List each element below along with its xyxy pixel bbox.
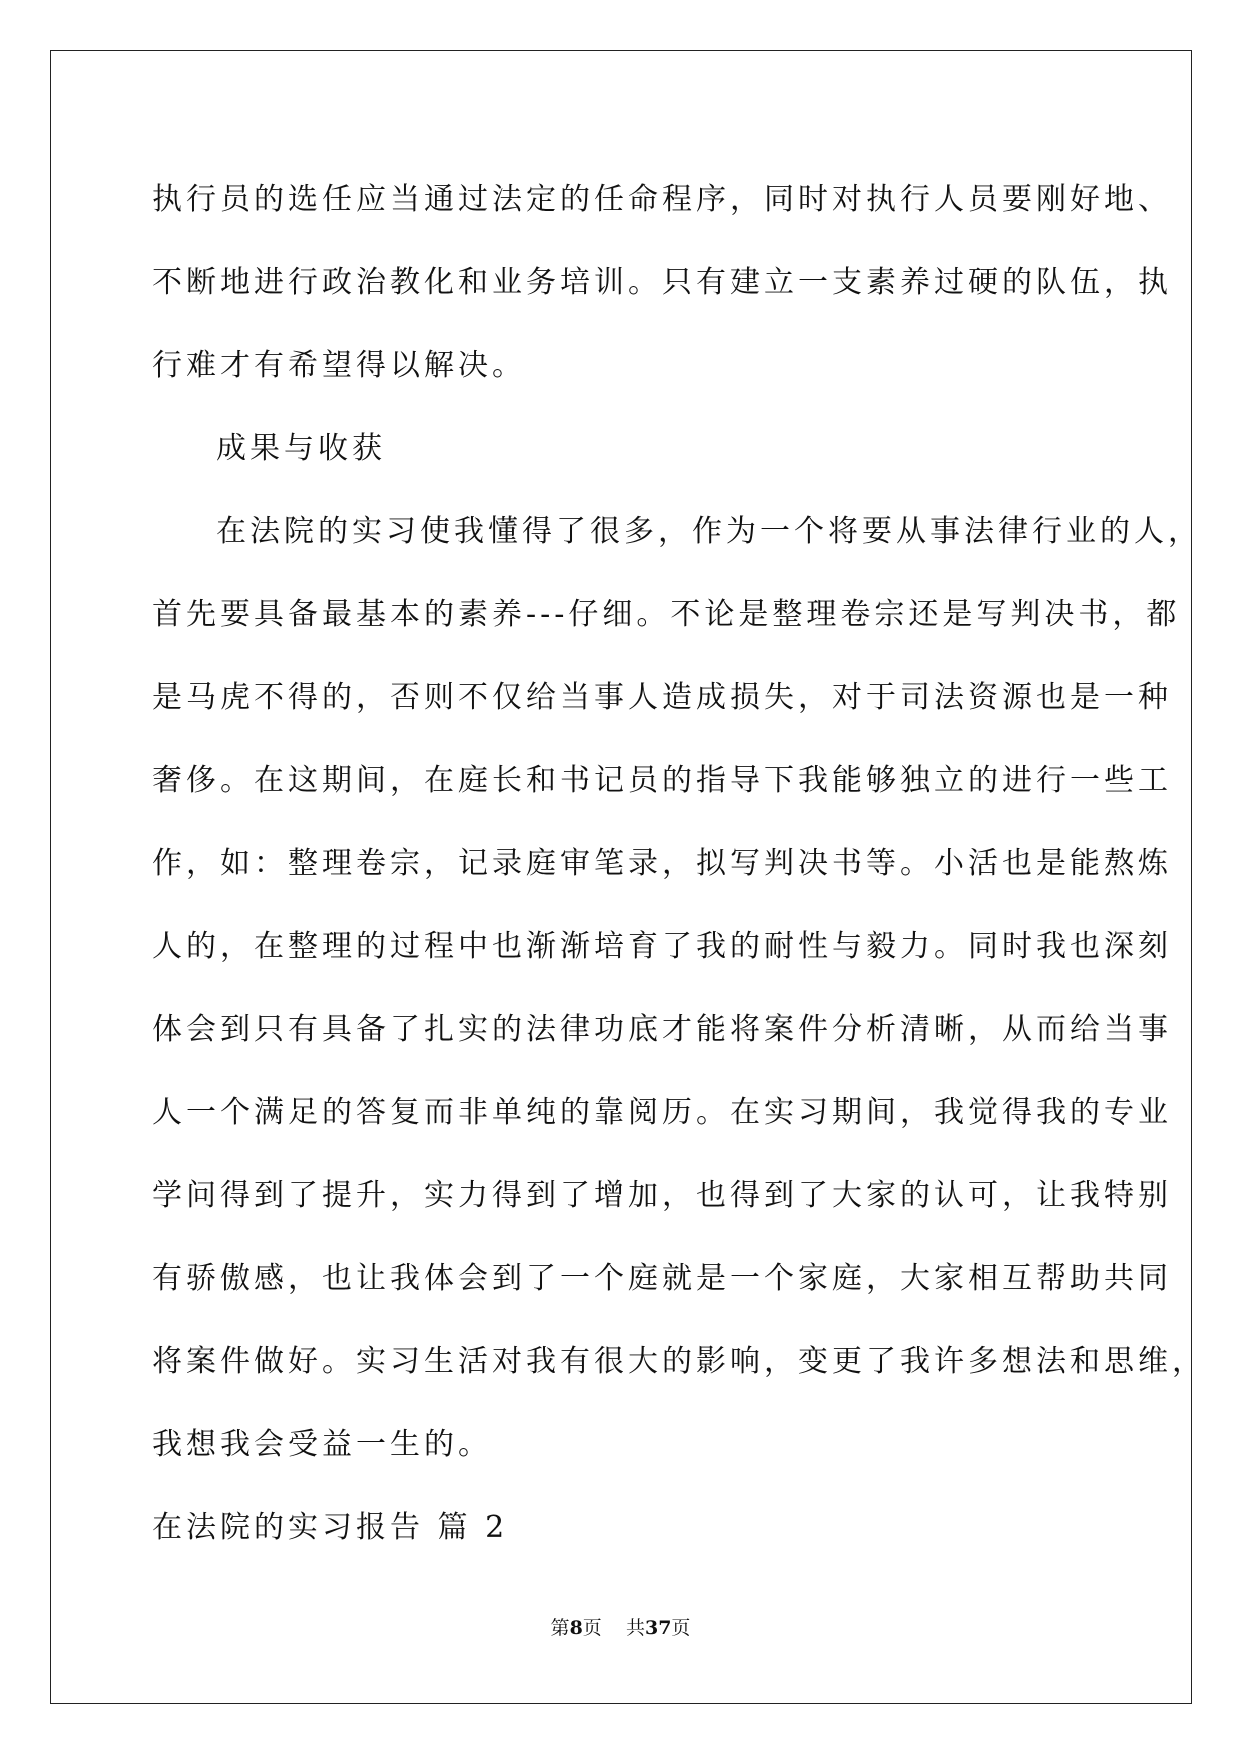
body-line: 体会到只有具备了扎实的法律功底才能将案件分析清晰，从而给当事 [152,1012,1172,1047]
body-line: 人一个满足的答复而非单纯的靠阅历。在实习期间，我觉得我的专业 [152,1095,1172,1130]
body-line: 行难才有希望得以解决。 [152,348,526,383]
body-line: 首先要具备最基本的素养---仔细。不论是整理卷宗还是写判决书，都 [152,597,1181,632]
body-line: 作，如：整理卷宗，记录庭审笔录，拟写判决书等。小活也是能熬炼 [152,846,1172,881]
body-line: 执行员的选任应当通过法定的任命程序，同时对执行人员要刚好地、 [152,182,1172,217]
section-heading: 成果与收获 [216,431,386,466]
body-line: 我想我会受益一生的。 [152,1427,492,1462]
footer-page-number: 8 [569,1617,583,1639]
body-line: 将案件做好。实习生活对我有很大的影响，变更了我许多想法和思维， [152,1344,1206,1379]
body-line: 奢侈。在这期间，在庭长和书记员的指导下我能够独立的进行一些工 [152,763,1172,798]
body-line: 不断地进行政治教化和业务培训。只有建立一支素养过硬的队伍，执 [152,265,1172,300]
body-line: 在法院的实习使我懂得了很多，作为一个将要从事法律行业的人， [216,514,1202,549]
document-body [152,158,1206,1569]
body-line: 人的，在整理的过程中也渐渐培育了我的耐性与毅力。同时我也深刻 [152,929,1172,964]
page-footer [0,1616,1241,1640]
footer-total-pages: 37 [644,1617,672,1639]
body-line: 是马虎不得的，否则不仅给当事人造成损失，对于司法资源也是一种 [152,680,1172,715]
body-line: 学问得到了提升，实力得到了增加，也得到了大家的认可，让我特别 [152,1178,1172,1213]
footer-suffix: 页 [671,1617,691,1639]
article-heading: 在法院的实习报告 篇 2 [152,1510,509,1545]
body-line: 有骄傲感，也让我体会到了一个庭就是一个家庭，大家相互帮助共同 [152,1261,1172,1296]
footer-middle: 页 共 [582,1617,645,1639]
footer-prefix: 第 [550,1617,570,1639]
